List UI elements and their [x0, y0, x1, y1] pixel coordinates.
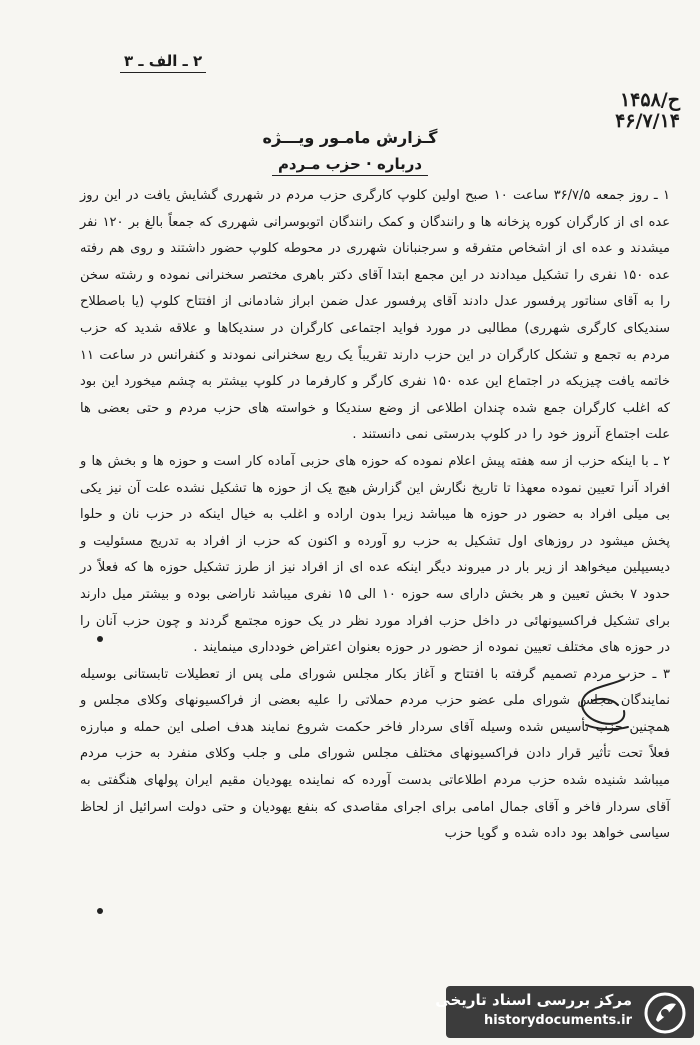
- reference-date: ۴۶/۷/۱۴: [615, 110, 680, 132]
- paragraph-2: ۲ ـ با اینکه حزب از سه هفته پیش اعلام نموده که حوزه های حزبی آماده کار است و حوزه ها و بخش ها و افراد آنرا تعیین نموده معهذا تا تاریخ نگارش این گزارش هیچ یک از حوزه ها تشکیل نشده علت آن نیز یکی بی میلی افراد به حضور در حوزه ها میباشد زیرا بدون اراده و اغلب به خیال اینکه در حزب نان و حلوا پخش میشود در روزهای اول تشکیل به حزب رو آورده و اکنون که حزب از افراد به تدریج مسئولیت و دیسیپلین میخواهد از زیر بار در میروند دیگر اینکه عده ای از افراد نیز از طرز تشکیل حوزه ها که فعلاً در حدود ۷ بخش تعیین و هر بخش دارای سه حوزه ۱۰ الی ۱۵ نفری میباشد ناراضی بوده و بیشتر میل دارند برای تشکیل فراکسیونهائی در داخل حزب افراد مورد نظر در یک حوزه مجتمع گردند و چون حزب آنان را در حوزه های مختلف تعیین نموده از حضور در حوزه بعنوان اعتراض خودداری مینمایند .: [80, 453, 670, 656]
- margin-dot: [97, 636, 103, 642]
- report-subject-line: [0, 155, 700, 173]
- watermark-url: historydocuments.ir: [483, 1013, 632, 1028]
- reference-number: ح/۱۴۵۸: [619, 89, 680, 111]
- document-code: ۲ ـ الف ـ ۳: [120, 52, 206, 73]
- watermark-org-name: مرکز بررسی اسناد تاریخی: [435, 991, 632, 1009]
- handwritten-signature: [572, 675, 634, 733]
- report-subject: درباره · حزب مـردم: [272, 155, 428, 176]
- watermark: [435, 986, 694, 1038]
- paragraph-1: ۱ ـ روز جمعه ۳۶/۷/۵ ساعت ۱۰ صبح اولین کلوپ کارگری حزب مردم در شهرری گشایش یافت در این روز عده ای از کارگران کوره پزخانه ها و رانندگان و کمک رانندگان اتوبوسرانی شهرری که جمعاً بالغ بر ۱۲۰ نفر میشدند و عده ای از اشخاص متفرقه و سرجنبانان شهرری در محوطه کلوپ حضور داشتند و روی هم رفته عده ۱۵۰ نفری را تشکیل میدادند در این مجمع ابتدا آقای دکتر باهری مختصر سخنرانی نموده و رشته سخن را به آقای سناتور پرفسور عدل دادند آقای پرفسور عدل ضمن ابراز شادمانی از افتتاح کلوپ (یا باصطلاح سندیکای کارگری شهرری) مطالبی در مورد فواید اجتماعی کارگران در سندیکاها و علاقه شدید که حزب مردم به تجمع و تشکل کارگران در این حزب دارند تقریباً یک ربع سخنرانی نمودند و کنفرانس در ساعت ۱۱ خاتمه یافت چیزیکه در اجتماع این عده ۱۵۰ نفری کارگر و کارفرما در کلوپ بیشتر به چشم میخورد این بود که اغلب کارگران جمع شده چندان اطلاعی از وضع سندیکا و خواسته های حزب مردم و حتی بعضی ها علت اجتماع آنروز خود را در کلوپ بدرستی نمی دانستند .: [80, 188, 671, 443]
- report-body: [80, 183, 670, 848]
- report-title: گـزارش مامـور ویـــژه: [262, 128, 438, 147]
- watermark-text: [435, 989, 632, 1031]
- margin-dot: [97, 908, 103, 914]
- paragraph-3: ۳ ـ حزب مردم تصمیم گرفته با افتتاح و آغاز بکار مجلس شورای ملی پس از تعطیلات تابستانی بوسیله نمایندگان مجلس شورای ملی عضو حزب مردم حملاتی را علیه بعضی از فراکسیونهای وکلای مجلس و همچنین حزب تأسیس شده وسیله آقای سردار فاخر حکمت شروع نمایند هدف اصلی این حمله و مبارزه فعلاً تحت تأثیر قرار دادن فراکسیونهای مختلف مجلس شورای ملی و جلب وکلای منفرد به حزب مردم میباشد شنیده شده حزب مردم اطلاعاتی بدست آورده که نماینده یهودیان مقیم ایران پولهای هنگفتی به آقای سردار فاخر و آقای جمال امامی برای اجرای مقاصدی که بنفع یهودیان و حتی دولت اسرائیل از لحاظ سیاسی خواهد بود داده شده و گویا حزب: [80, 666, 670, 842]
- archive-logo-icon: [644, 992, 686, 1034]
- reference-block: [560, 90, 680, 132]
